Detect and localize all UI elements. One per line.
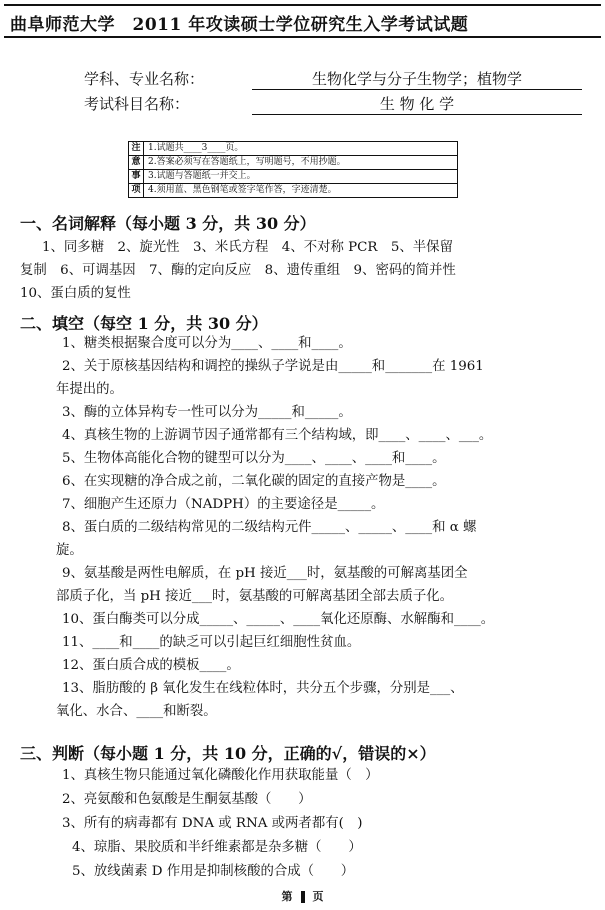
section2-heading: 二、填空（每空 1 分，共 30 分） [20,314,268,333]
section2-line: 2、关于原核基因结构和调控的操纵子学说是由_____和_______在 1961 [62,359,484,374]
page-footer [0,888,605,904]
section2-line: 13、脂肪酸的 β 氧化发生在线粒体时，共分五个步骤，分别是___、 [62,681,464,696]
note-item: 1.试题共____3____页。 [144,142,458,156]
section2-line: 年提出的。 [56,382,123,397]
footer-right: 页 [312,890,324,903]
major-row [84,68,582,90]
section2-line: 1、糖类根据聚合度可以分为____、____和____。 [62,336,352,351]
subject-value: 生 物 化 学 [252,93,582,115]
section2-line: 5、生物体高能化合物的键型可以分为____、____、____和____。 [62,451,446,466]
section2-line: 氧化、水合、____和断裂。 [56,704,217,719]
note-item: 4.须用蓝、黑色钢笔或签字笔作答，字迹清楚。 [144,184,458,198]
note-item: 2.答案必须写在答题纸上，写明题号，不用抄题。 [144,156,458,170]
section1-line: 复制 6、可调基因 7、酶的定向反应 8、遗传重组 9、密码的简并性 [20,263,456,278]
notes-box [128,141,458,198]
section2-line: 12、蛋白质合成的模板____。 [62,658,240,673]
exam-title: 曲阜师范大学 2011 年攻读硕士学位研究生入学考试试题 [10,15,469,35]
note-item: 3.试题与答题纸一并交上。 [144,170,458,184]
subject-label: 考试科目名称： [84,95,190,113]
section2-line: 6、在实现糖的净合成之前，二氧化碳的固定的直接产物是____。 [62,474,446,489]
notes-side: 事 [129,170,144,184]
section2-line: 部质子化，当 pH 接近___时，氨基酸的可解离基团全部去质子化。 [56,589,454,604]
page-number-mark [301,891,305,903]
notes-side: 意 [129,156,144,170]
section2-line: 旋。 [56,543,83,558]
subject-row [84,93,582,115]
section3-line: 4、琼脂、果胶质和半纤维素都是杂多糖（ ） [72,840,362,855]
title-rule [4,36,601,38]
section2-line: 8、蛋白质的二级结构常见的二级结构元件_____、_____、____和 α 螺 [62,520,477,535]
section2-line: 4、真核生物的上游调节因子通常都有三个结构域，即____、____、___。 [62,428,493,443]
top-rule [4,4,601,6]
notes-side: 注 [129,142,144,156]
major-label: 学科、专业名称： [84,70,205,88]
section2-line: 3、酶的立体异构专一性可以分为_____和_____。 [62,405,352,420]
notes-side: 项 [129,184,144,198]
section2-line: 10、蛋白酶类可以分成_____、_____、____氧化还原酶、水解酶和____。 [62,612,495,627]
major-value: 生物化学与分子生物学；植物学 [252,68,582,90]
section3-line: 5、放线菌素 D 作用是抑制核酸的合成（ ） [72,864,355,879]
section3-line: 3、所有的病毒都有 DNA 或 RNA 或两者都有( ) [62,816,363,831]
section2-line: 7、细胞产生还原力（NADPH）的主要途径是_____。 [62,497,385,512]
section3-line: 2、亮氨酸和色氨酸是生酮氨基酸（ ） [62,792,312,807]
section1-line: 1、同多糖 2、旋光性 3、米氏方程 4、不对称 PCR 5、半保留 [42,240,453,255]
section1-line: 10、蛋白质的复性 [20,286,131,301]
section1-heading: 一、名词解释（每小题 3 分，共 30 分） [20,214,316,233]
section2-line: 9、氨基酸是两性电解质，在 pH 接近___时，氨基酸的可解离基团全 [62,566,468,581]
footer-left: 第 [281,890,293,903]
section3-heading: 三、判断（每小题 1 分，共 10 分，正确的√，错误的×） [20,744,436,763]
section3-line: 1、真核生物只能通过氧化磷酸化作用获取能量（ ） [62,768,379,783]
section2-line: 11、____和____的缺乏可以引起巨红细胞性贫血。 [62,635,361,650]
